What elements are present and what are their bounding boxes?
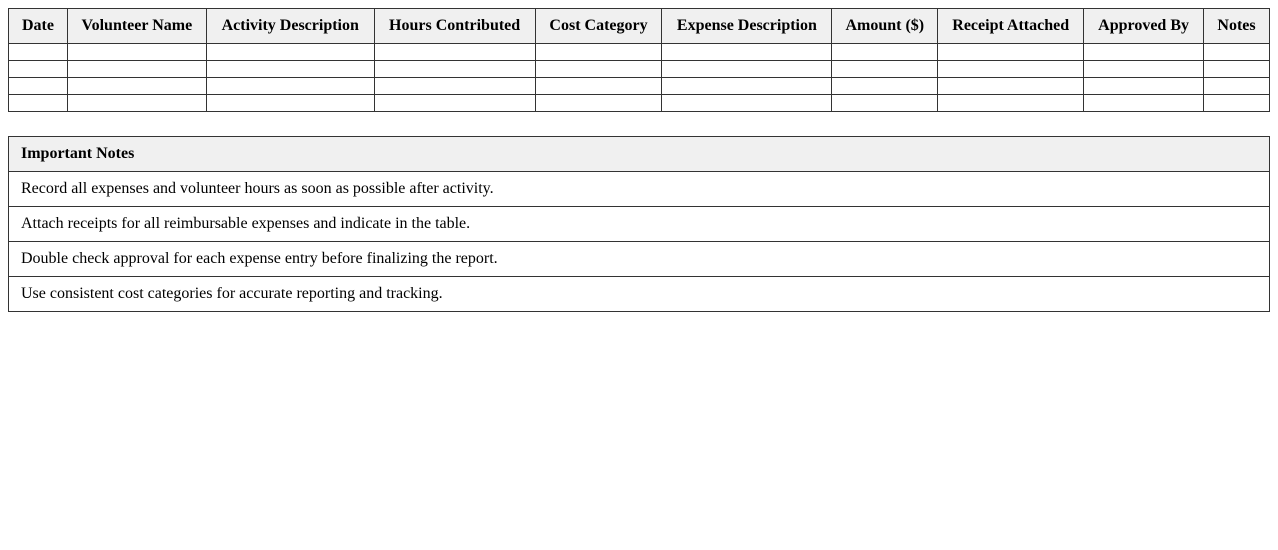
list-item — [9, 172, 1270, 207]
table-cell[interactable] — [374, 78, 535, 95]
table-cell[interactable] — [1084, 95, 1204, 112]
table-cell[interactable] — [662, 61, 832, 78]
table-cell[interactable] — [938, 44, 1084, 61]
column-header-date: Date — [9, 9, 68, 44]
table-cell[interactable] — [1204, 61, 1270, 78]
table-cell[interactable] — [206, 61, 374, 78]
table-cell[interactable] — [535, 61, 662, 78]
table-cell[interactable] — [374, 95, 535, 112]
column-header-approved-by: Approved By — [1084, 9, 1204, 44]
table-cell[interactable] — [67, 95, 206, 112]
table-cell[interactable] — [535, 44, 662, 61]
column-header-receipt-attached: Receipt Attached — [938, 9, 1084, 44]
table-cell[interactable] — [206, 78, 374, 95]
table-cell[interactable] — [662, 78, 832, 95]
table-cell[interactable] — [662, 44, 832, 61]
table-row — [9, 44, 1270, 61]
table-cell[interactable] — [9, 95, 68, 112]
table-cell[interactable] — [832, 95, 938, 112]
column-header-expense-description: Expense Description — [662, 9, 832, 44]
table-cell[interactable] — [535, 78, 662, 95]
list-item — [9, 242, 1270, 277]
table-cell[interactable] — [938, 61, 1084, 78]
table-cell[interactable] — [9, 44, 68, 61]
notes-title: Important Notes — [9, 137, 1270, 172]
column-header-notes: Notes — [1204, 9, 1270, 44]
notes-header-row — [9, 137, 1270, 172]
column-header-cost-category: Cost Category — [535, 9, 662, 44]
table-cell[interactable] — [535, 95, 662, 112]
column-header-activity-description: Activity Description — [206, 9, 374, 44]
list-item — [9, 207, 1270, 242]
table-cell[interactable] — [67, 78, 206, 95]
table-cell[interactable] — [1204, 95, 1270, 112]
table-cell[interactable] — [1204, 44, 1270, 61]
table-cell[interactable] — [206, 44, 374, 61]
table-cell[interactable] — [9, 78, 68, 95]
table-cell[interactable] — [1084, 44, 1204, 61]
note-text: Double check approval for each expense entry before finalizing the report. — [9, 242, 1270, 277]
note-text: Attach receipts for all reimbursable expenses and indicate in the table. — [9, 207, 1270, 242]
table-cell[interactable] — [9, 61, 68, 78]
important-notes-table — [8, 136, 1270, 312]
page-content — [8, 8, 1270, 312]
column-header-hours-contributed: Hours Contributed — [374, 9, 535, 44]
table-cell[interactable] — [67, 44, 206, 61]
table-cell[interactable] — [1204, 78, 1270, 95]
table-cell[interactable] — [832, 78, 938, 95]
table-cell[interactable] — [206, 95, 374, 112]
note-text: Use consistent cost categories for accurate reporting and tracking. — [9, 277, 1270, 312]
list-item — [9, 277, 1270, 312]
table-cell[interactable] — [1084, 78, 1204, 95]
table-cell[interactable] — [662, 95, 832, 112]
table-cell[interactable] — [938, 78, 1084, 95]
table-row — [9, 78, 1270, 95]
table-header-row — [9, 9, 1270, 44]
table-cell[interactable] — [374, 61, 535, 78]
note-text: Record all expenses and volunteer hours as soon as possible after activity. — [9, 172, 1270, 207]
table-cell[interactable] — [67, 61, 206, 78]
expense-log-table — [8, 8, 1270, 112]
table-cell[interactable] — [938, 95, 1084, 112]
table-cell[interactable] — [832, 44, 938, 61]
table-cell[interactable] — [374, 44, 535, 61]
table-cell[interactable] — [832, 61, 938, 78]
column-header-amount: Amount ($) — [832, 9, 938, 44]
table-row — [9, 61, 1270, 78]
table-row — [9, 95, 1270, 112]
table-cell[interactable] — [1084, 61, 1204, 78]
column-header-volunteer-name: Volunteer Name — [67, 9, 206, 44]
